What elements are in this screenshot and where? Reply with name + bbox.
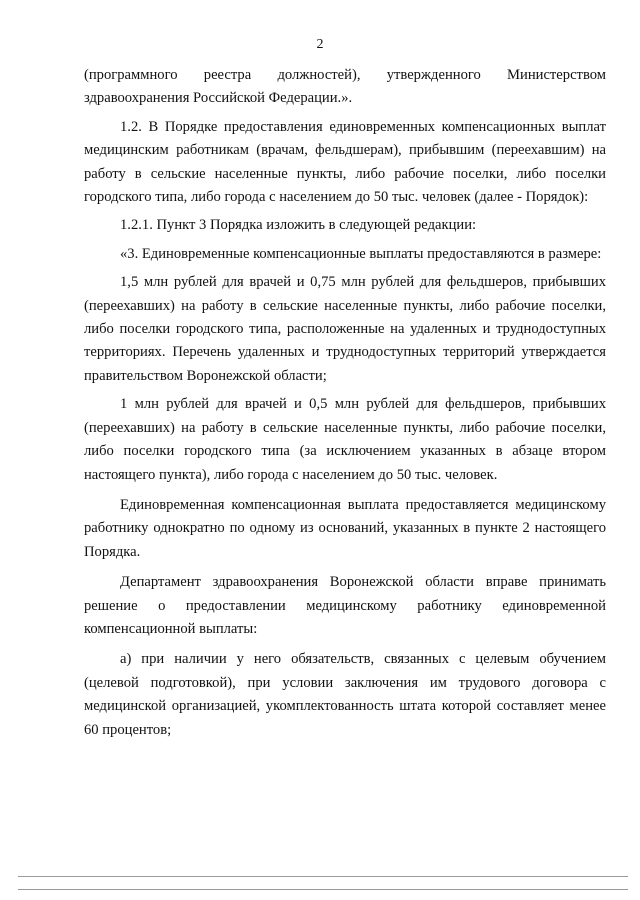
paragraph-point-3: «3. Единовременные компенсационные выплаты предоставляются в размере: bbox=[120, 245, 602, 262]
paragraph-continuation: (программного реестра должностей), утвержденного Министерством здравоохранения Российской Федерации.». bbox=[84, 67, 606, 107]
paragraph-1-2-1: 1.2.1. Пункт 3 Порядка изложить в следующей редакции: bbox=[120, 217, 477, 234]
paragraph-amount-remote: 1,5 млн рублей для врачей и 0,75 млн рублей для фельдшеров, прибывших (переехавших) на работу в сельские населенные пункты, либо рабочие поселки, либо поселки городского типа, расположенные на удаленных и труднодоступных территориях. Перечень удаленных и труднодоступных территорий утверждается правительством Воронежской области; bbox=[84, 274, 606, 384]
footer-rule-upper bbox=[18, 876, 628, 877]
paragraph-one-time: Единовременная компенсационная выплата предоставляется медицинскому работнику однократно по одному из оснований, указанных в пункте 2 настоящего Порядка. bbox=[84, 496, 606, 560]
paragraph-department: Департамент здравоохранения Воронежской области вправе принимать решение о предоставлении медицинскому работнику единовременной компенсационной выплаты: bbox=[84, 574, 606, 637]
paragraph-amount-standard: 1 млн рублей для врачей и 0,5 млн рублей для фельдшеров, прибывших (переехавших) на работу в сельские населенные пункты, либо рабочие поселки, либо поселки городского типа (за исключением указанных в абзаце втором настоящего пункта), либо города с населением до 50 тыс. человек. bbox=[84, 396, 606, 483]
document-body bbox=[84, 64, 606, 747]
paragraph-1-2: 1.2. В Порядке предоставления единовременных компенсационных выплат медицинским работникам (врачам, фельдшерам), прибывшим (переехавшим) на работу в сельские населенные пункты, либо рабочие поселки, либо поселки городского типа, либо города с населением до 50 тыс. человек (далее - Порядок): bbox=[84, 118, 606, 206]
page-number: 2 bbox=[316, 37, 324, 52]
footer-rule-lower bbox=[18, 889, 628, 890]
paragraph-item-a: а) при наличии у него обязательств, связанных с целевым обучением (целевой подготовкой), при условии заключения им трудового договора с медицинской организацией, укомплектованность штата которой составляет менее 60 процентов; bbox=[84, 651, 606, 738]
